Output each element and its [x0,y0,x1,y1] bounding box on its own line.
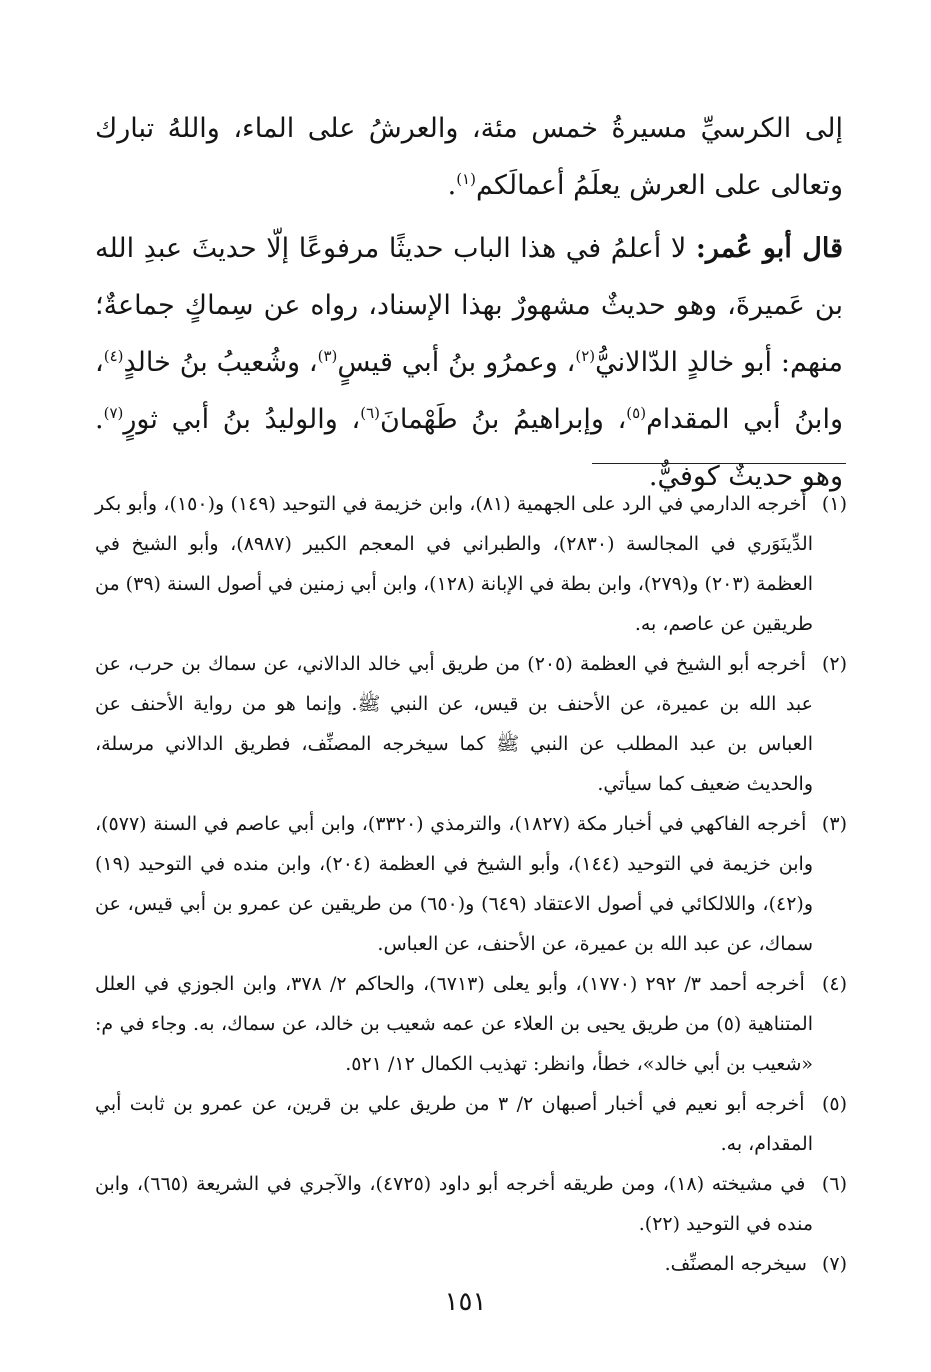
paragraph-2-segment: ، وإبراهيمُ بنُ طَهْمانَ [380,404,627,435]
footnote-text: في مشيخته (١٨)، ومن طريقه أخرجه أبو داود (٤٧٢٥)، والآجري في الشريعة (٦٦٥)، وابن منده في التوحيد (٢٢). [95,1173,813,1235]
paragraph-1-text: إلى الكرسيِّ مسيرةُ خمس مئة، والعرشُ على الماء، واللهُ تبارك وتعالى على العرش يعلَمُ أعمالَكم [95,113,843,201]
footnote-ref-2: (٢) [575,347,596,365]
footnote [95,644,847,804]
footnote-ref-7: (٧) [103,404,124,422]
footnote [95,1164,847,1244]
footnote-number: (٤) [821,973,848,995]
footnote [95,1084,847,1164]
footnote-number: (٥) [821,1093,847,1115]
paragraph-2-segment: ، وشُعيبُ بنُ خالدٍ [123,347,318,378]
footnote-text: أخرجه أبو الشيخ في العظمة (٢٠٥) من طريق أبي خالد الدالاني، عن سماك بن حرب، عن عبد الله بن عميرة، عن الأحنف بن قيس، عن النبي ﷺ. وإنما هو من رواية الأحنف عن العباس بن عبد المطلب عن النبي ﷺ كما سيخرجه المصنِّف، فطريق الدالاني مرسلة، والحديث ضعيف كما سيأتي. [95,653,813,795]
paragraph-2-segment: ، وابنُ أبي المقدام [95,347,843,435]
footnote [95,804,847,964]
footnote-number: (١) [821,493,847,515]
footnote [95,1244,847,1284]
page-number: ١٥١ [444,1287,487,1317]
paragraph-1 [95,100,843,214]
footnote-ref-6: (٦) [360,404,381,422]
paragraph-2-segment: لا أعلمُ في هذا الباب حديثًا مرفوعًا إلّا حديثَ عبدِ الله بن عَميرةَ، وهو حديثٌ مشهورٌ بهذا الإسناد، رواه عن سِماكٍ جماعةٌ؛ منهم: أبو خالدٍ الدّالانيُّ [95,233,844,378]
footnote-ref-3: (٣) [317,347,338,365]
footnote-ref-4: (٤) [103,347,124,365]
footnote-text: سيخرجه المصنِّف. [664,1253,807,1275]
paragraph-2-segment: ، وعمرُو بنُ أبي قيسٍ [337,347,576,378]
paragraph-2-segment: . وهو حديثٌ كوفيٌّ. [95,404,843,492]
footnote-text: أخرجه أبو نعيم في أخبار أصبهان ٢/ ٣ من طريق علي بن قرين، عن عمرو بن ثابت أبي المقدام، به. [95,1093,813,1155]
footnote-text: أخرجه الدارمي في الرد على الجهمية (٨١)، وابن خزيمة في التوحيد (١٤٩) و(١٥٠)، وأبو بكر الدِّينَوَري في المجالسة (٢٨٣٠)، والطبراني في المعجم الكبير (٨٩٨٧)، وأبو الشيخ في العظمة (٢٠٣) و(٢٧٩)، وابن بطة في الإبانة (١٢٨)، وابن أبي زمنين في أصول السنة (٣٩) من طريقين عن عاصم، به. [95,493,814,635]
footnotes [95,484,847,1284]
main-text [95,100,843,505]
footnote-ref-1: (١) [456,170,476,188]
footnote-number: (٦) [821,1173,847,1195]
footnote-number: (٧) [821,1253,847,1275]
footnote [95,484,847,644]
footnote-number: (٢) [821,653,847,675]
speaker-label: قال أبو عُمر: [695,233,843,264]
footnote-separator [592,463,846,464]
footnote-text: أخرجه أحمد ٣/ ٢٩٢ (١٧٧٠)، وأبو يعلى (٦٧١٣)، والحاكم ٢/ ٣٧٨، وابن الجوزي في العلل المتناهية (٥) من طريق يحيى بن العلاء عن عمه شعيب بن خالد، عن سماك، به. وجاء في م: «شعيب بن أبي خالد»، خطأ، وانظر: تهذيب الكمال ١٢/ ٥٢١. [95,973,814,1075]
footnote [95,964,847,1084]
footnote-number: (٣) [821,813,847,835]
paragraph-1-tail: . [447,170,457,201]
footnote-ref-5: (٥) [626,404,647,422]
footnote-text: أخرجه الفاكهي في أخبار مكة (١٨٢٧)، والترمذي (٣٣٢٠)، وابن أبي عاصم في السنة (٥٧٧)، وابن خزيمة في التوحيد (١٤٤)، وأبو الشيخ في العظمة (٢٠٤)، وابن منده في التوحيد (١٩) و(٤٢)، واللالكائي في أصول الاعتقاد (٦٤٩) و(٦٥٠) من طريقين عن عمرو بن أبي قيس، عن سماك، عن عبد الله بن عميرة، عن الأحنف، عن العباس. [95,813,814,955]
paragraph-2-segment: ، والوليدُ بنُ أبي ثورٍ [123,404,361,435]
